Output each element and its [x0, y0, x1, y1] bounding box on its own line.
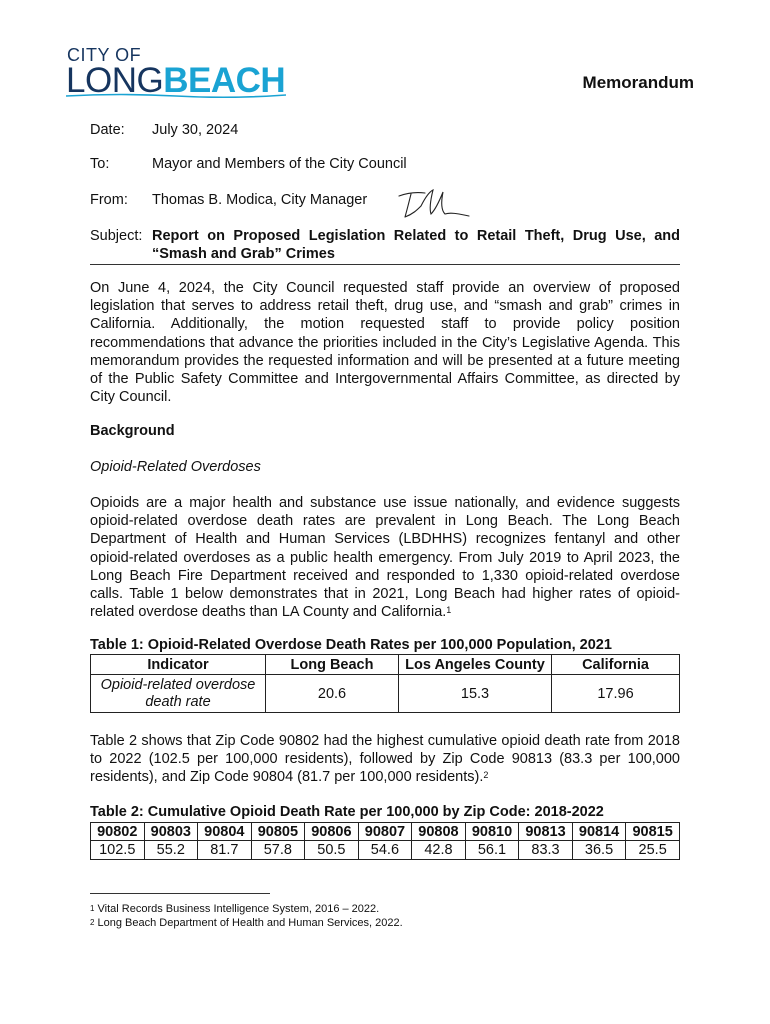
- rate-cell: 83.3: [519, 841, 573, 860]
- zip-header-cell: 90808: [412, 823, 466, 841]
- table1-cell-indicator: Opioid-related overdose death rate: [91, 675, 266, 713]
- zip-header-cell: 90805: [251, 823, 305, 841]
- table1-header-cell: Los Angeles County: [399, 655, 552, 675]
- footnote-number: 1: [90, 904, 95, 913]
- date-label: Date:: [90, 122, 125, 138]
- table1-caption: Table 1: Opioid-Related Overdose Death Rates per 100,000 Population, 2021: [90, 637, 612, 653]
- rate-cell: 102.5: [91, 841, 145, 860]
- table-row: [91, 841, 680, 860]
- table1-header-cell: Indicator: [91, 655, 266, 675]
- rate-cell: 56.1: [465, 841, 519, 860]
- subject-value: Report on Proposed Legislation Related to Retail Theft, Drug Use, and “Smash and Grab” Crimes: [152, 228, 680, 262]
- subject-label: Subject:: [90, 228, 143, 244]
- table1-cell: 20.6: [266, 675, 399, 713]
- table1-header-cell: Long Beach: [266, 655, 399, 675]
- zip-header-cell: 90810: [465, 823, 519, 841]
- city-of-long-beach-logo: [66, 46, 286, 98]
- memorandum-title: Memorandum: [582, 73, 694, 92]
- rate-cell: 57.8: [251, 841, 305, 860]
- zip-header-cell: 90804: [198, 823, 252, 841]
- date-value: July 30, 2024: [152, 122, 239, 138]
- logo-beach: BEACH: [163, 61, 286, 100]
- rate-cell: 50.5: [305, 841, 359, 860]
- table2-paragraph: [90, 732, 680, 787]
- zip-header-cell: 90806: [305, 823, 359, 841]
- table1-header-cell: California: [552, 655, 680, 675]
- table1-cell: 17.96: [552, 675, 680, 713]
- table1: [90, 654, 680, 713]
- footnote-1: [90, 903, 379, 916]
- footnote-2: [90, 917, 403, 930]
- logo-wave-icon: [66, 93, 286, 98]
- table2-header-row: [91, 823, 680, 841]
- opioid-paragraph: [90, 494, 680, 621]
- footnote-text: Long Beach Department of Health and Human Services, 2022.: [97, 917, 403, 929]
- intro-paragraph: On June 4, 2024, the City Council requested staff provide an overview of proposed legislation that serves to address retail theft, drug use, and “smash and grab” crimes in California. Additionally, the motion requested staff to provide policy position recommendations that advance the priorities included in the City’s Legislative Agenda. This memorandum provides the requested information and will be presented at a future meeting of the Public Safety Committee and Intergovernmental Affairs Committee, as directed by City Council.: [90, 280, 680, 406]
- table2-paragraph-text: Table 2 shows that Zip Code 90802 had the highest cumulative opioid death rate from 2018 to 2022 (102.5 per 100,000 residents), followed by Zip Code 90813 (83.3 per 100,000 residents), and Zip Code 90804 (81.7 per 100,000 residents).: [90, 733, 680, 786]
- logo-long: LONG: [66, 61, 164, 100]
- rate-cell: 54.6: [358, 841, 412, 860]
- from-value: Thomas B. Modica, City Manager: [152, 192, 368, 208]
- zip-header-cell: 90814: [572, 823, 626, 841]
- zip-header-cell: 90815: [626, 823, 680, 841]
- zip-header-cell: 90813: [519, 823, 573, 841]
- zip-header-cell: 90802: [91, 823, 145, 841]
- rate-cell: 55.2: [144, 841, 198, 860]
- subject-row: [90, 227, 680, 262]
- logo-city-of: CITY OF: [67, 45, 142, 65]
- rate-cell: 81.7: [198, 841, 252, 860]
- table1-header-row: [91, 655, 680, 675]
- table2-caption: Table 2: Cumulative Opioid Death Rate per 100,000 by Zip Code: 2018-2022: [90, 804, 604, 820]
- table2: [90, 822, 680, 860]
- opioid-paragraph-text: Opioids are a major health and substance use issue nationally, and evidence suggests opioid-related overdose death rates are prevalent in Long Beach. The Long Beach Department of Health and Human Services (LBDHHS) recognizes fentanyl and other opioid-related overdoses as a public health emergency. From July 2019 to April 2023, the Long Beach Fire Department received and responded to 1,330 opioid-related overdose calls. Table 1 below demonstrates that in 2021, Long Beach had higher rates of opioid-related overdose deaths than LA County and California.: [90, 495, 680, 621]
- from-row: [90, 191, 368, 209]
- to-value: Mayor and Members of the City Council: [152, 156, 407, 172]
- opioid-subheading: Opioid-Related Overdoses: [90, 459, 261, 475]
- rate-cell: 36.5: [572, 841, 626, 860]
- table1-cell: 15.3: [399, 675, 552, 713]
- zip-header-cell: 90803: [144, 823, 198, 841]
- to-label: To:: [90, 156, 110, 172]
- footnote-ref-1: 1: [446, 605, 452, 616]
- footnote-ref-2: 2: [483, 770, 489, 781]
- table-row: [91, 675, 680, 713]
- from-label: From:: [90, 192, 128, 208]
- header-divider: [90, 264, 680, 265]
- rate-cell: 42.8: [412, 841, 466, 860]
- to-row: [90, 155, 407, 173]
- background-heading: Background: [90, 423, 175, 439]
- date-row: [90, 121, 239, 139]
- zip-header-cell: 90807: [358, 823, 412, 841]
- rate-cell: 25.5: [626, 841, 680, 860]
- footnote-number: 2: [90, 918, 95, 927]
- footnote-text: Vital Records Business Intelligence System, 2016 – 2022.: [97, 903, 380, 915]
- footnote-divider: [90, 893, 270, 894]
- signature-icon: [395, 184, 475, 220]
